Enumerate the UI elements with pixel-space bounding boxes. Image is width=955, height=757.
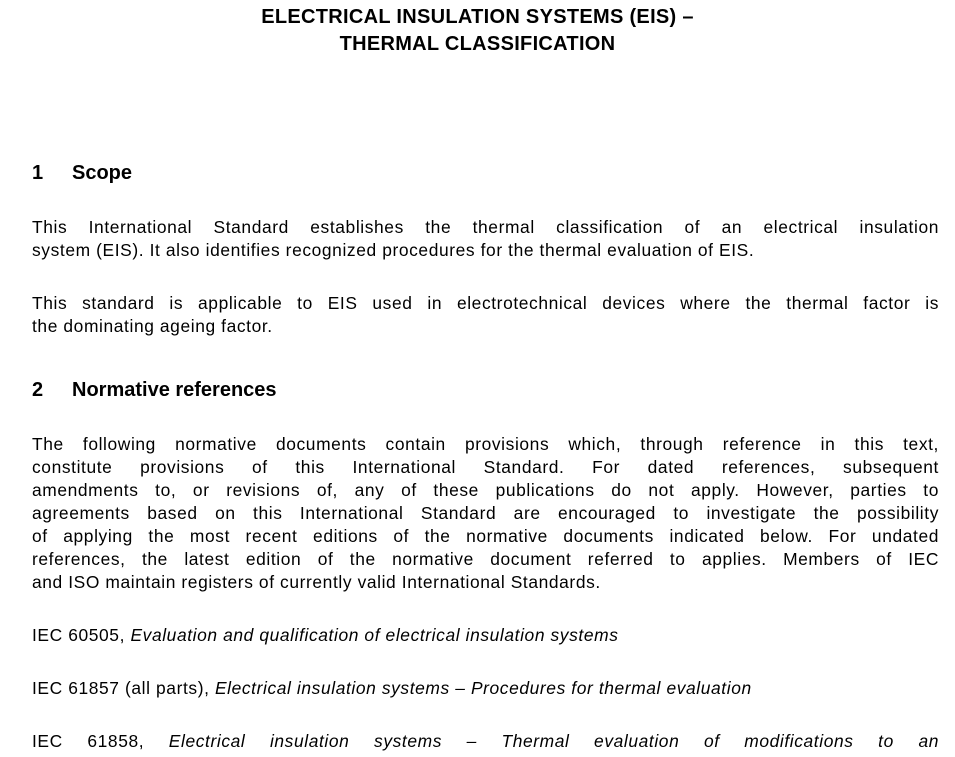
reference-title: Evaluation and qualification of electrical insulation systems <box>130 625 619 645</box>
reference-title: Electrical insulation systems – Procedures for thermal evaluation <box>214 678 752 698</box>
paragraph-line: system (EIS). It also identifies recognized procedures for the thermal evaluation of EIS. <box>32 240 755 260</box>
paragraph-line: amendments to, or revisions of, any of these publications do not apply. However, parties to <box>32 480 939 500</box>
reference-entry-iec-61858 <box>32 730 939 753</box>
scope-paragraph-1 <box>32 216 939 262</box>
paragraph-line: the dominating ageing factor. <box>32 316 273 336</box>
section-number: 2 <box>32 379 44 401</box>
paragraph-line: This International Standard establishes the thermal classification of an electrical insulation <box>32 217 939 237</box>
paragraph-line: The following normative documents contain provisions which, through reference in this text, <box>32 434 939 454</box>
paragraph-line: constitute provisions of this International Standard. For dated references, subsequent <box>32 457 939 477</box>
normative-references-paragraph <box>32 433 939 594</box>
section-heading-scope <box>32 161 132 185</box>
section-number: 1 <box>32 162 44 184</box>
paragraph-line: This standard is applicable to EIS used in electrotechnical devices where the thermal factor is <box>32 293 939 313</box>
scope-paragraph-2 <box>32 292 939 338</box>
reference-entry-iec-60505 <box>32 624 939 647</box>
document-title-line-2: THERMAL CLASSIFICATION <box>339 33 616 55</box>
reference-designation: IEC 61857 (all parts), <box>32 678 215 698</box>
section-heading-normative-references <box>32 378 277 402</box>
reference-entry-iec-61857 <box>32 677 939 700</box>
paragraph-line: and ISO maintain registers of currently valid International Standards. <box>32 572 601 592</box>
section-title: Scope <box>72 162 133 184</box>
reference-designation: IEC 61858, <box>32 731 169 751</box>
reference-designation: IEC 60505, <box>32 625 131 645</box>
reference-title: Electrical insulation systems – Thermal evaluation of modifications to an <box>168 731 939 751</box>
paragraph-line: references, the latest edition of the normative document referred to applies. Members of IEC <box>32 549 939 569</box>
document-title-line-1: ELECTRICAL INSULATION SYSTEMS (EIS) – <box>261 6 694 28</box>
section-title: Normative references <box>72 379 277 401</box>
paragraph-line: of applying the most recent editions of the normative documents indicated below. For undated <box>32 526 939 546</box>
paragraph-line: agreements based on this International Standard are encouraged to investigate the possibility <box>32 503 939 523</box>
